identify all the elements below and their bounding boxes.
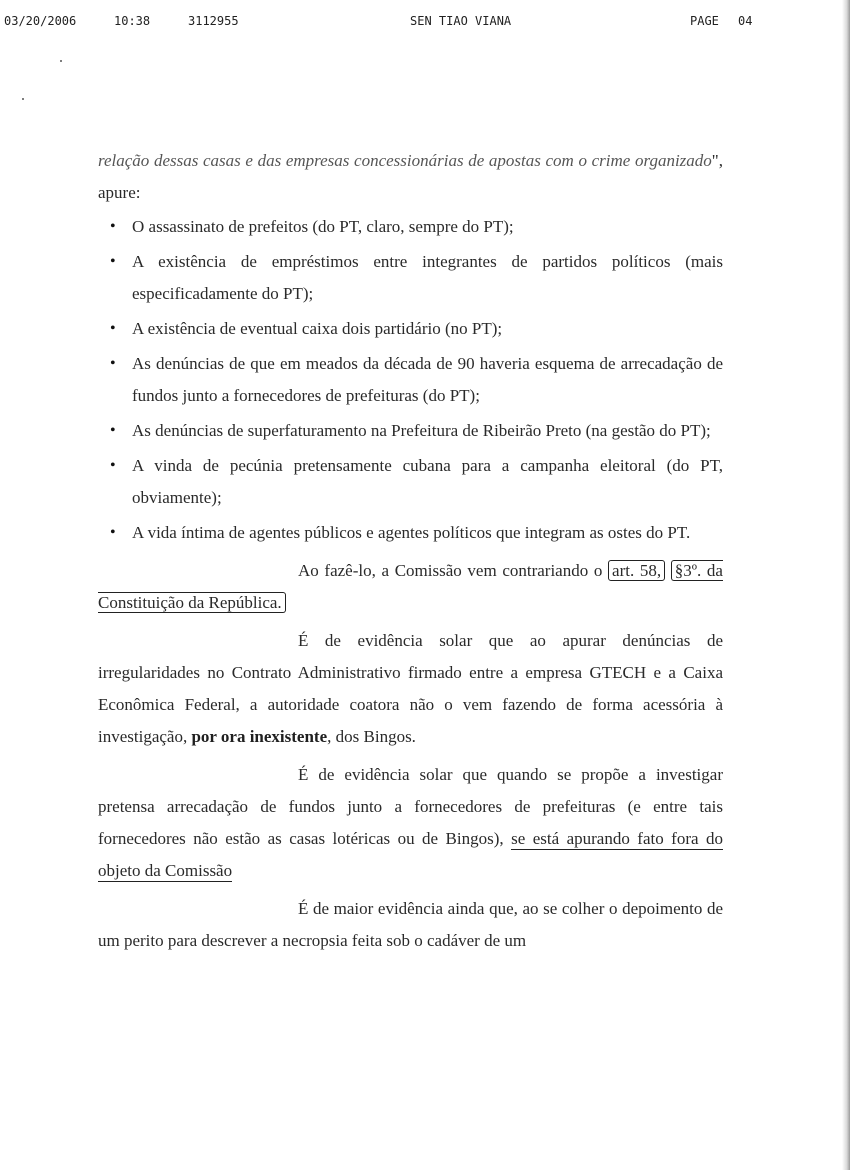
bullet-icon: • bbox=[110, 218, 116, 235]
fax-number: 3112955 bbox=[188, 14, 239, 28]
bullet-icon: • bbox=[110, 457, 116, 474]
fax-page-label: PAGE bbox=[690, 14, 719, 28]
scan-speck bbox=[60, 60, 62, 62]
list-item: • As denúncias de que em meados da década de 90 haveria esquema de arrecadação de fundos junto a fornecedores de prefeituras (do PT); bbox=[98, 348, 723, 412]
boxed-reference-part1: art. 58, bbox=[608, 560, 665, 581]
list-item: • O assassinato de prefeitos (do PT, claro, sempre do PT); bbox=[98, 211, 723, 243]
intro-paragraph bbox=[98, 145, 723, 209]
intro-trailing-text: ", apure: bbox=[98, 151, 723, 202]
paragraph-gtech: É de evidência solar que ao apurar denúncias de irregularidades no Contrato Administrativo firmado entre a empresa GTECH e a Caixa Econômica Federal, a autoridade coatora não o vem fazendo de forma acessória à investigação, por ora inexistente, dos Bingos. bbox=[98, 631, 723, 746]
list-item: • A existência de eventual caixa dois partidário (no PT); bbox=[98, 313, 723, 345]
handwritten-underline-phrase: se está apurando fato fora do objeto da Comissão bbox=[98, 829, 723, 880]
bold-phrase: por ora inexistente bbox=[191, 727, 328, 746]
scan-speck bbox=[22, 98, 24, 100]
bullet-icon: • bbox=[110, 253, 116, 270]
fax-sender: SEN TIAO VIANA bbox=[410, 14, 512, 28]
bullet-list bbox=[98, 211, 723, 549]
list-item: • A vinda de pecúnia pretensamente cubana para a campanha eleitoral (do PT, obviamente); bbox=[98, 450, 723, 514]
bullet-icon: • bbox=[110, 355, 116, 372]
list-item: • A vida íntima de agentes públicos e agentes políticos que integram as ostes do PT. bbox=[98, 517, 723, 549]
bullet-icon: • bbox=[110, 524, 116, 541]
intro-italic-text: relação dessas casas e das empresas concessionárias de apostas com o crime organizado bbox=[98, 151, 712, 170]
bullet-icon: • bbox=[110, 422, 116, 439]
fax-time: 10:38 bbox=[114, 14, 151, 28]
bullet-icon: • bbox=[110, 320, 116, 337]
list-item: • As denúncias de superfaturamento na Prefeitura de Ribeirão Preto (na gestão do PT); bbox=[98, 415, 723, 447]
fax-date: 03/20/2006 bbox=[4, 14, 77, 28]
paragraph-perito: É de maior evidência ainda que, ao se colher o depoimento de um perito para descrever a necropsia feita sob o cadáver de um bbox=[98, 899, 723, 950]
document-body bbox=[98, 145, 723, 957]
list-item: • A existência de empréstimos entre integrantes de partidos políticos (mais especificadamente do PT); bbox=[98, 246, 723, 310]
fax-header bbox=[0, 14, 850, 34]
page-edge-shadow bbox=[842, 0, 850, 1170]
boxed-reference-part2: §3º. da Constituição da República. bbox=[98, 561, 723, 612]
fax-page-number: 04 bbox=[738, 14, 753, 28]
paragraph-constitution: Ao fazê-lo, a Comissão vem contrariando o art. 58, §3º. da Constituição da República. bbox=[98, 561, 723, 612]
paragraph-prefeituras: É de evidência solar que quando se propõe a investigar pretensa arrecadação de fundos junto a fornecedores de prefeituras (e entre tais fornecedores não estão as casas lotéricas ou de Bingos), se está apurando fato fora do objeto da Comissão bbox=[98, 765, 723, 880]
